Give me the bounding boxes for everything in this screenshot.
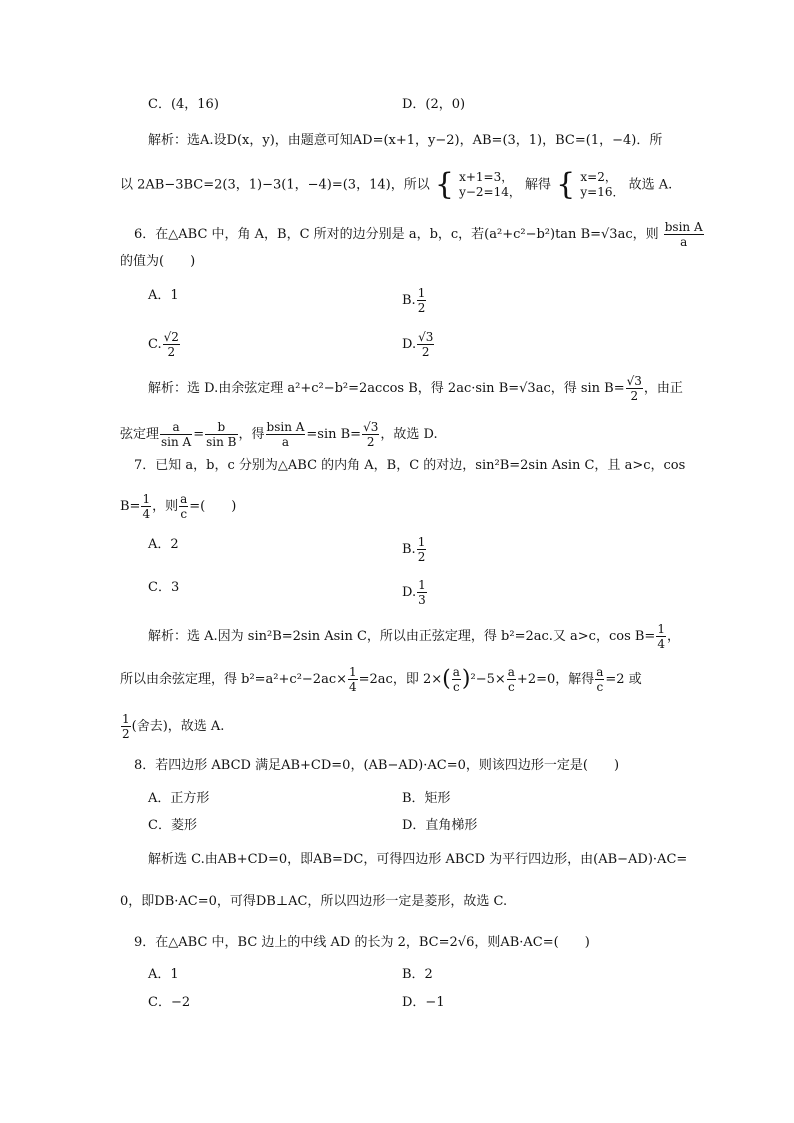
q7-solution-text: 解析：选 A.因为 sin²B=2sin Asin C，所以由正弦定理，得 b²=2ac.又 a>c，cos B= xyxy=(148,629,656,644)
q7-solution-text: (舍去)，故选 A. xyxy=(131,719,225,734)
q9-option-d: D．−1 xyxy=(402,995,445,1010)
fraction xyxy=(417,286,427,315)
numerator: √3 xyxy=(418,330,434,344)
denominator: 3 xyxy=(418,593,426,607)
denominator: 2 xyxy=(421,345,430,359)
numerator: 1 xyxy=(142,492,151,506)
numerator: 1 xyxy=(349,665,357,679)
q7-solution-text: ， xyxy=(666,629,680,644)
numerator: √3 xyxy=(626,374,642,388)
q6-stem-text: 6．在△ABC 中，角 A，B，C 所对的边分别是 a，b，c，若(a²+c²−b²)tan B=√3ac，则 xyxy=(134,227,659,242)
q8-option-a: A．正方形 xyxy=(148,791,210,806)
q8-stem: 8．若四边形 ABCD 满足AB+CD=0，(AB−AD)·AC=0，则该四边形一定是( ) xyxy=(134,758,620,773)
denominator: c xyxy=(180,507,188,521)
q6-option-b xyxy=(402,286,427,315)
q5-solution-text: 解得 xyxy=(525,177,552,193)
fraction xyxy=(121,712,131,741)
numerator: 1 xyxy=(417,286,426,300)
q7-option-c: C．3 xyxy=(148,580,180,595)
q8-solution-line-2: 0，即DB·AC=0，可得DB⊥AC，所以四边形一定是菱形，故选 C. xyxy=(120,894,508,909)
brace-symbol: { xyxy=(556,167,576,202)
q5-option-d: D．(2，0) xyxy=(402,97,466,112)
q8-option-b: B．矩形 xyxy=(402,791,451,806)
denominator: 2 xyxy=(630,389,639,403)
denominator: sin B xyxy=(206,435,237,449)
denominator: 4 xyxy=(142,507,151,521)
numerator: √3 xyxy=(363,420,379,434)
denominator: sin A xyxy=(161,435,192,449)
numerator: a xyxy=(160,420,192,435)
numerator: 1 xyxy=(122,712,130,726)
fraction xyxy=(452,665,461,694)
q7-stem-text: B= xyxy=(120,499,141,514)
q5-solution-text: 故选 A. xyxy=(628,177,673,193)
q6-option-a: A．1 xyxy=(148,288,179,303)
q6-solution-text: 解析：选 D.由余弦定理 a²+c²−b²=2accos B，得 2ac·sin B=√3ac，得 sin B= xyxy=(148,381,625,396)
fraction xyxy=(179,492,188,521)
q6-solution-line-2 xyxy=(120,420,438,449)
q9-option-c: C．−2 xyxy=(148,995,191,1010)
q7-solution-text: =2 或 xyxy=(605,672,642,687)
q8-option-d: D．直角梯形 xyxy=(402,818,478,833)
denominator: 2 xyxy=(417,550,426,564)
fraction xyxy=(141,492,151,521)
denominator: 4 xyxy=(349,680,357,694)
option-label: B. xyxy=(402,542,416,557)
numerator: 1 xyxy=(418,578,426,592)
q8-option-c: C．菱形 xyxy=(148,818,197,833)
numerator: bsin A xyxy=(266,420,305,434)
q7-option-a: A．2 xyxy=(148,537,179,552)
q7-stem-line-2 xyxy=(120,492,236,521)
right-paren: ) xyxy=(461,666,471,692)
numerator: a xyxy=(507,665,515,679)
fraction xyxy=(348,665,358,694)
denominator: c xyxy=(452,680,460,694)
numerator: a xyxy=(452,665,460,679)
denominator: 2 xyxy=(366,435,375,449)
q7-solution-line-2 xyxy=(120,665,642,694)
q6-stem-line-1 xyxy=(134,220,705,249)
q7-solution-text: =2ac，即 2× xyxy=(358,672,443,687)
q5-solution-line-2 xyxy=(120,167,673,202)
fraction xyxy=(595,665,604,694)
system-row: y−2=14， xyxy=(459,185,521,199)
q7-solution-text: ²−5× xyxy=(470,672,506,687)
q6-stem-line-2: 的值为( ) xyxy=(120,254,196,269)
option-label: C. xyxy=(148,337,162,352)
denominator: c xyxy=(507,680,515,694)
equation-system-2 xyxy=(580,170,624,200)
denominator: 4 xyxy=(657,637,665,651)
q6-solution-text: =sin B= xyxy=(306,427,362,442)
denominator: 2 xyxy=(122,727,130,741)
option-label: D. xyxy=(402,585,417,600)
q7-solution-line-3 xyxy=(120,712,224,741)
q5-solution-line-1: 解析：选A.设D(x，y)，由题意可知AD=(x+1，y−2)，AB=(3，1)，BC=(1，−4)．所 xyxy=(148,133,663,148)
denominator: 2 xyxy=(417,301,426,315)
numerator: 1 xyxy=(417,535,426,549)
q9-option-a: A．1 xyxy=(148,967,179,982)
option-label: B. xyxy=(402,293,416,308)
numerator: a xyxy=(596,665,604,679)
equals-sign: = xyxy=(193,427,205,442)
numerator: a xyxy=(180,492,188,506)
q6-solution-line-1 xyxy=(148,374,683,403)
numerator: bsin A xyxy=(664,220,703,234)
q7-solution-text: 所以由余弦定理，得 b²=a²+c²−2ac× xyxy=(120,672,347,687)
system-row: y=16． xyxy=(580,185,625,199)
system-row: x+1=3， xyxy=(459,170,514,184)
numerator: 1 xyxy=(657,622,665,636)
option-label: D. xyxy=(402,337,417,352)
denominator: c xyxy=(596,680,604,694)
denominator: 2 xyxy=(167,345,176,359)
system-row: x=2， xyxy=(580,170,617,184)
q7-option-b xyxy=(402,535,427,564)
q7-option-d xyxy=(402,578,428,607)
fraction xyxy=(163,330,180,359)
q5-solution-text: 以 2AB−3BC=2(3，1)−3(1，−4)=(3，14)，所以 xyxy=(120,177,430,193)
fraction xyxy=(266,420,306,449)
q6-solution-text: 弦定理 xyxy=(120,427,160,442)
q9-stem: 9．在△ABC 中，BC 边上的中线 AD 的长为 2，BC=2√6，则AB·AC=( ) xyxy=(134,935,590,950)
fraction xyxy=(507,665,516,694)
left-paren: ( xyxy=(442,666,451,692)
q9-option-b: B．2 xyxy=(402,967,433,982)
q7-stem-line-1: 7．已知 a，b，c 分别为△ABC 的内角 A，B，C 的对边，sin²B=2sin Asin C，且 a>c，cos xyxy=(134,458,686,473)
brace-symbol: { xyxy=(434,167,454,202)
q8-solution-line-1: 解析选 C.由AB+CD=0，即AB=DC，可得四边形 ABCD 为平行四边形，由(AB−AD)·AC= xyxy=(148,852,688,867)
q6-option-c xyxy=(148,330,181,359)
fraction xyxy=(626,374,643,403)
q7-solution-line-1 xyxy=(148,622,680,651)
q6-option-d xyxy=(402,330,435,359)
q7-stem-text: ，则 xyxy=(152,499,179,514)
fraction xyxy=(417,578,427,607)
fraction xyxy=(664,220,704,249)
fraction xyxy=(417,535,427,564)
denominator: a xyxy=(680,235,688,249)
denominator: a xyxy=(281,435,290,449)
q7-solution-text: +2=0，解得 xyxy=(516,672,595,687)
q5-option-c: C．(4，16) xyxy=(148,97,219,112)
q7-stem-text: =( ) xyxy=(189,499,237,514)
fraction xyxy=(417,330,434,359)
q6-solution-text: ，得 xyxy=(238,427,265,442)
numerator: √2 xyxy=(163,330,179,344)
equation-system-1 xyxy=(459,170,521,200)
q6-solution-text: ，由正 xyxy=(643,381,683,396)
fraction xyxy=(205,420,237,449)
fraction xyxy=(362,420,379,449)
fraction xyxy=(656,622,666,651)
q6-solution-text: ，故选 D. xyxy=(380,427,438,442)
numerator: b xyxy=(205,420,237,435)
fraction xyxy=(160,420,192,449)
